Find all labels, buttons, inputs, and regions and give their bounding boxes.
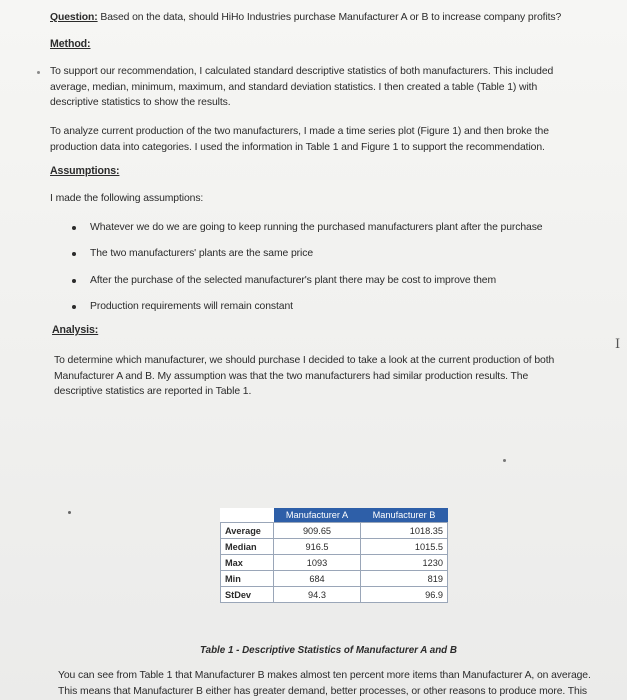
- table-row: [221, 571, 448, 587]
- table-row: [221, 539, 448, 555]
- table-header-row: [221, 508, 448, 523]
- cell-manufacturer-b: 96.9: [361, 587, 448, 603]
- table-header-blank: [221, 508, 274, 523]
- stray-mark: [68, 511, 71, 514]
- analysis-line: To determine which manufacturer, we should purchase I decided to take a look at the current production of both: [54, 355, 555, 366]
- method-p1-line: average, median, minimum, maximum, and standard deviation statistics. I then created a table (Table 1) with: [50, 81, 538, 93]
- bullet-icon: [72, 279, 76, 283]
- row-label: Average: [221, 523, 274, 539]
- method-p2-line: To analyze current production of the two manufacturers, I made a time series plot (Figure 1) and then broke the: [50, 126, 549, 137]
- text-cursor-icon: I: [615, 337, 621, 352]
- cell-manufacturer-a: 684: [274, 571, 361, 587]
- method-heading: Method:: [50, 38, 91, 50]
- cell-manufacturer-a: 916.5: [274, 539, 361, 555]
- table-header-manufacturer-a: Manufacturer A: [274, 508, 361, 523]
- question-line: [50, 10, 561, 26]
- assumption-item: Production requirements will remain constant: [90, 301, 293, 312]
- assumptions-intro: I made the following assumptions:: [50, 193, 204, 204]
- question-label: Question:: [50, 12, 98, 23]
- assumptions-heading: Assumptions:: [50, 165, 120, 177]
- table-row: [221, 555, 448, 571]
- margin-dot: [37, 71, 40, 74]
- table-caption: Table 1 - Descriptive Statistics of Manufacturer A and B: [200, 645, 457, 656]
- stray-mark: [503, 459, 506, 462]
- question-text: Based on the data, should HiHo Industries purchase Manufacturer A or B to increase company profits?: [97, 12, 562, 23]
- cell-manufacturer-b: 819: [361, 571, 448, 587]
- bullet-icon: [72, 252, 76, 256]
- assumption-item: Whatever we do we are going to keep running the purchased manufacturers plant after the purchase: [90, 222, 543, 233]
- row-label: StDev: [221, 587, 274, 603]
- conclusion-line: You can see from Table 1 that Manufacturer B makes almost ten percent more items than Manufacturer A, on average.: [58, 670, 591, 681]
- method-paragraph-1: [50, 64, 620, 111]
- table-header-manufacturer-b: Manufacturer B: [361, 508, 448, 523]
- cell-manufacturer-a: 94.3: [274, 587, 361, 603]
- bullet-icon: [72, 305, 76, 309]
- bullet-icon: [72, 226, 76, 230]
- row-label: Median: [221, 539, 274, 555]
- table-row: [221, 587, 448, 603]
- method-p1-line: descriptive statistics to show the results.: [50, 97, 231, 108]
- cell-manufacturer-b: 1015.5: [361, 539, 448, 555]
- cell-manufacturer-a: 1093: [274, 555, 361, 571]
- analysis-heading: Analysis:: [52, 324, 99, 336]
- cell-manufacturer-b: 1018.35: [361, 523, 448, 539]
- conclusion-paragraph: [58, 668, 627, 699]
- row-label: Min: [221, 571, 274, 587]
- table-row: [221, 523, 448, 539]
- method-p2-line: production data into categories. I used the information in Table 1 and Figure 1 to support the recommendation.: [50, 141, 545, 153]
- cell-manufacturer-b: 1230: [361, 555, 448, 571]
- analysis-line: descriptive statistics are reported in Table 1.: [54, 386, 252, 397]
- assumption-item: The two manufacturers' plants are the same price: [90, 248, 313, 259]
- method-paragraph-2: [50, 124, 620, 155]
- row-label: Max: [221, 555, 274, 571]
- cell-manufacturer-a: 909.65: [274, 523, 361, 539]
- analysis-line: Manufacturer A and B. My assumption was that the two manufacturers had similar production results. The: [54, 370, 529, 382]
- analysis-paragraph: [54, 353, 614, 400]
- assumption-item: After the purchase of the selected manufacturer's plant there may be cost to improve them: [90, 275, 497, 286]
- descriptive-stats-table: [220, 508, 448, 603]
- method-p1-line: To support our recommendation, I calculated standard descriptive statistics of both manufacturers. This included: [50, 66, 554, 77]
- conclusion-line: This means that Manufacturer B either has greater demand, better processes, or other reasons to produce more. This: [58, 685, 587, 697]
